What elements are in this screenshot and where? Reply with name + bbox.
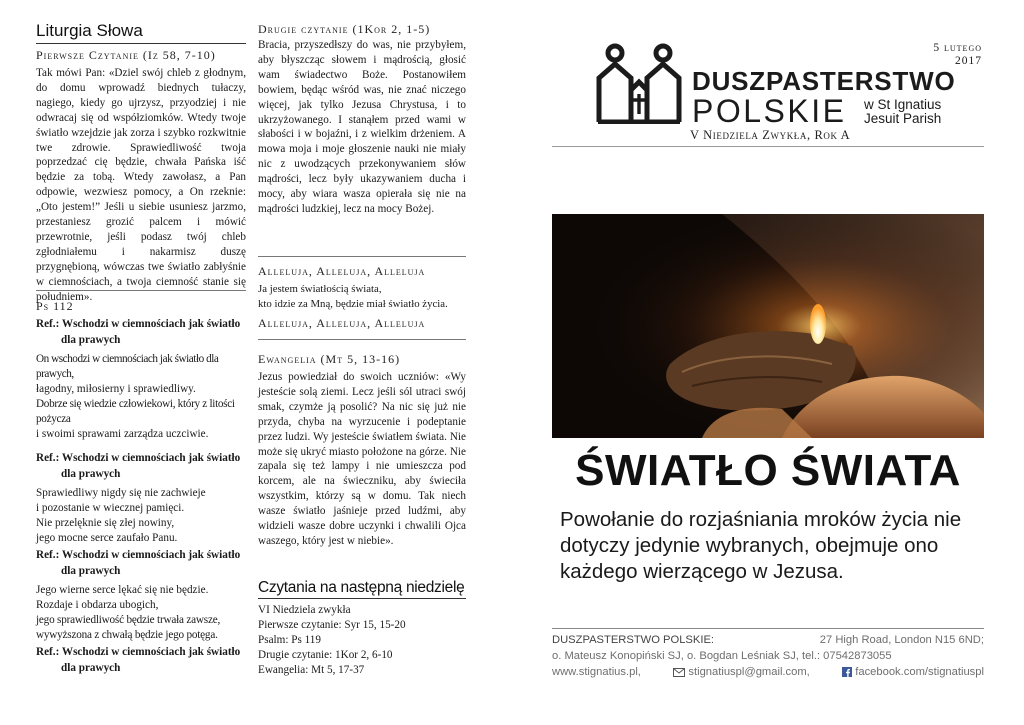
footer-clergy: o. Mateusz Konopiński SJ, o. Bogdan Leśniak SJ, tel.: 07542873055 [552, 650, 892, 662]
reading2-reference: Drugie czytanie (1Kor 2, 1-5) [258, 22, 431, 36]
divider [552, 628, 984, 629]
psalm-line: Dobrze się wiedzie człowiekowi, który z litości pożycza [36, 397, 235, 425]
alleluia-verse [258, 282, 468, 311]
church-logo-icon [596, 42, 686, 124]
next-reading-item: Pierwsze czytanie: Syr 15, 15-20 [258, 619, 406, 632]
next-readings-title: Czytania na następną niedzielę [258, 579, 465, 596]
reading1-reference: Pierwsze Czytanie (Iz 58, 7-10) [36, 48, 216, 62]
divider [258, 256, 466, 257]
headline: ŚWIATŁO ŚWIATA [575, 446, 961, 495]
psalm-stanza-1 [36, 352, 250, 441]
psalm-line: On wschodzi w ciemnościach jak światło dla prawych, [36, 353, 219, 380]
next-reading-item: Drugie czytanie: 1Kor 2, 6-10 [258, 649, 393, 662]
next-reading-item: Ewangelia: Mt 5, 17-37 [258, 664, 365, 677]
date-year: 2017 [955, 54, 982, 67]
psalm-line: i swoimi sprawami zarządza uczciwie. [36, 427, 209, 440]
oil-lamp-image [552, 214, 984, 438]
gospel-text: Jezus powiedział do swoich uczniów: «Wy jesteście solą ziemi. Lecz jeśli sól utraci swój smak, czymże ją posolić? Na nic się już nie przyda, chyba na wyrzucenie i podeptanie przez ludzi. Wy jesteście światłem świata. Nie może się ukryć miasto położone na górze. Nie zapala się też lampy i nie umieszcza pod korcem, ale na świeczniku, aby świeciła wszystkim, którzy są w domu. Tak niech wasze światło jaśnieje przed ludźmi, aby widzieli wasze dobre uczynki i chwalili Ojca waszego, który jest w niebie». [258, 371, 466, 547]
date-day: 5 lutego [933, 42, 982, 54]
alleluia: Alleluja, Alleluja, Alleluja [258, 316, 426, 330]
reading1-text: Tak mówi Pan: «Dziel swój chleb z głodnym, do domu wprowadź biednych tułaczy, nagiego, kiedy go ujrzysz, przyodziej i nie odwracaj się od współziomków. Wtedy twoje światło wzejdzie jak zorza i szybko rozkwitnie twe zdrowie. Sprawiedliwość twoja poprzedzać cię będzie, chwała Pańska iść będzie za tobą. Wtedy zawołasz, a Pan odpowie, wezwiesz pomocy, a On rzeknie: „Oto jestem!” Jeśli u siebie usuniesz jarzmo, przestaniesz grozić palcem i mówić przewrotnie, jeśli podasz twój chleb zgłodniałemu i nakarmisz duszę przygnębioną, wówczas twe światło zabłyśnie w ciemnościach, a twoja ciemność stanie się południem». [36, 67, 246, 303]
psalm-refrain: Ref.: Wschodzi w ciemnościach jak światło dla prawych [36, 318, 241, 346]
facebook-link[interactable]: facebook.com/stignatiuspl [855, 666, 984, 678]
facebook-icon [842, 667, 852, 677]
facebook-contact[interactable] [842, 664, 984, 680]
next-readings-list [258, 603, 468, 678]
oil-lamp-photo [552, 214, 984, 438]
next-reading-item: VI Niedziela zwykła [258, 604, 351, 616]
footer-contact [552, 632, 984, 680]
psalm-line: wywyższona z chwałą będzie jego potęga. [36, 628, 218, 641]
logo-title-line2: POLSKIE [692, 93, 847, 129]
psalm-refrain: Ref.: Wschodzi w ciemnościach jak światło dla prawych [36, 452, 241, 480]
psalm-line: jego mocne serce zaufało Panu. [36, 531, 178, 544]
psalm-line: i pozostanie w wiecznej pamięci. [36, 501, 185, 514]
psalm-stanza-2 [36, 486, 250, 546]
alleluia-verse-line: kto idzie za Mną, będzie miał światło życia. [258, 297, 448, 310]
divider [258, 598, 466, 599]
psalm-refrain: Ref.: Wschodzi w ciemnościach jak światło dla prawych [36, 549, 241, 577]
psalm-line: Nie przelęknie się złej nowiny, [36, 516, 175, 529]
logo-title-line1: DUSZPASTERSTWO [692, 66, 956, 96]
alleluia: Alleluja, Alleluja, Alleluja [258, 264, 426, 278]
psalm-line: Jego wierne serce lękać się nie będzie. [36, 584, 209, 596]
footer-line-1 [552, 632, 984, 648]
footer-organization: DUSZPASTERSTWO POLSKIE: [552, 634, 715, 646]
website-link[interactable]: www.stignatius.pl, [552, 666, 641, 678]
psalm-stanza-3 [36, 583, 250, 643]
section-title: Liturgia Słowa [36, 21, 143, 40]
logo-subtitle-line: Jesuit Parish [864, 111, 942, 126]
issue-date [933, 42, 982, 67]
footer-address: 27 High Road, London N15 6ND; [819, 634, 984, 646]
psalm-reference: Ps 112 [36, 299, 74, 313]
divider [258, 339, 466, 340]
alleluia-verse-line: Ja jestem światłością świata, [258, 283, 382, 295]
divider [36, 43, 246, 44]
divider [36, 290, 246, 291]
psalm-line: jego sprawiedliwość będzie trwała zawsze, [36, 613, 221, 626]
psalm-line: Rozdaje i obdarza ubogich, [36, 598, 159, 611]
next-reading-item: Psalm: Ps 119 [258, 634, 321, 647]
logo-subtitle-line: w St Ignatius [864, 97, 942, 112]
mail-icon [673, 668, 685, 677]
psalm-line: łagodny, miłosierny i sprawiedliwy. [36, 382, 196, 395]
email-contact[interactable] [673, 664, 809, 680]
logo-subtitle [864, 98, 941, 126]
liturgical-sunday: V Niedziela Zwykła, Rok A [690, 128, 851, 142]
reading2-text: Bracia, przyszedłszy do was, nie przybyłem, aby błyszcząc słowem i mądrością, głosić wam świadectwo Boże. Postanowiłem bowiem, będąc wśród was, nie znać niczego więcej, jak tylko Jezusa Chrystusa, i to ukrzyżowanego. I stanąłem przed wami w słabości i w bojaźni, i z wielkim drżeniem. A mowa moja i moje głoszenie nauki nie miały nic z uwodzących przekonywaniem słów mądrości, lecz były ukazywaniem ducha i mocy, aby wiara wasza opierała się nie na mądrości ludzkiej, lecz na mocy Bożej. [258, 39, 466, 215]
footer-line-3 [552, 664, 984, 680]
psalm-line: Sprawiedliwy nigdy się nie zachwieje [36, 487, 206, 499]
front-page [552, 0, 984, 725]
email-link[interactable]: stignatiuspl@gmail.com, [688, 666, 810, 678]
psalm-refrain: Ref.: Wschodzi w ciemnościach jak światło dla prawych [36, 646, 241, 674]
divider [552, 146, 984, 147]
gospel-reference: Ewangelia (Mt 5, 13-16) [258, 352, 401, 366]
headline-subtitle: Powołanie do rozjaśniania mroków życia nie dotyczy jedynie wybranych, obejmuje ono każdego wierzącego w Jezusa. [560, 508, 962, 583]
